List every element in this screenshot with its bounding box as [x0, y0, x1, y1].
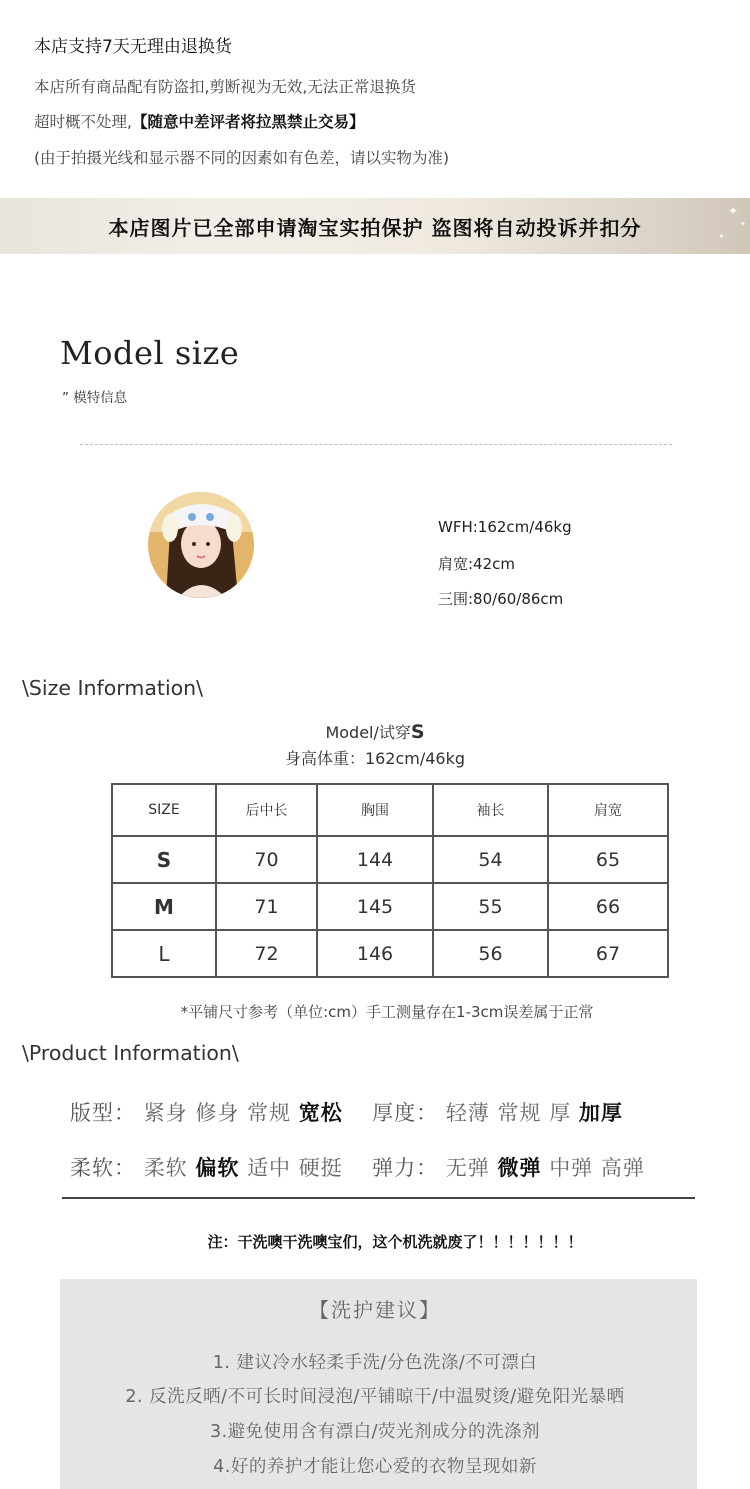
table-cell: 54 — [433, 836, 548, 883]
elasticity-option: 无弹 — [445, 1156, 490, 1180]
elasticity-option: 中弹 — [549, 1156, 594, 1180]
table-cell: 65 — [548, 836, 668, 883]
table-cell: 67 — [548, 930, 668, 977]
fit-option: 紧身 — [143, 1101, 188, 1125]
table-cell: 56 — [433, 930, 548, 977]
thickness-option: 常规 — [497, 1101, 542, 1125]
softness-option: 适中 — [247, 1156, 292, 1180]
table-cell: 145 — [317, 883, 433, 930]
model-height-weight: WFH:162cm/46kg — [438, 518, 572, 536]
model-portrait-icon — [148, 492, 254, 598]
size-table-header-cell: SIZE — [112, 784, 216, 836]
care-advice-item: 4.好的养护才能让您心爱的衣物呈现如新 — [213, 1457, 537, 1477]
size-table-header-cell: 肩宽 — [548, 784, 668, 836]
table-cell: 72 — [216, 930, 317, 977]
fit-option: 常规 — [247, 1101, 292, 1125]
elasticity-option-selected: 微弹 — [497, 1156, 542, 1180]
table-cell: 66 — [548, 883, 668, 930]
care-advice-item: 1. 建议冷水轻柔手洗/分色洗涤/不可漂白 — [212, 1353, 538, 1373]
model-fit-size-value: S — [410, 721, 425, 743]
softness-option: 硬挺 — [298, 1156, 343, 1180]
size-table-header-cell: 袖长 — [433, 784, 548, 836]
table-cell: 70 — [216, 836, 317, 883]
sparkle-icon: ✦ — [718, 232, 725, 241]
review-warning-prefix: 超时概不处理, — [34, 113, 132, 131]
model-avatar — [148, 492, 254, 598]
model-fit-body: 身高体重：162cm/46kg — [284, 749, 466, 768]
table-row — [112, 883, 668, 930]
care-advice-item: 2. 反洗反晒/不可长时间浸泡/平铺晾干/中温熨烫/避免阳光暴晒 — [125, 1387, 625, 1407]
return-policy-title: 本店支持7天无理由退换货 — [34, 37, 232, 57]
photo-protection-banner — [0, 198, 750, 254]
dry-clean-note: 注：干洗噢干洗噢宝们，这个机洗就废了！！！！！！！ — [207, 1233, 583, 1251]
size-label: S — [112, 836, 216, 883]
size-label: L — [112, 930, 216, 977]
review-warning-strong: 【随意中差评者将拉黑禁止交易】 — [131, 113, 365, 131]
sparkle-icon: ✦ — [740, 220, 746, 228]
softness-option-selected: 偏软 — [195, 1156, 240, 1180]
measurement-note: *平铺尺寸参考（单位:cm）手工测量存在1-3cm误差属于正常 — [180, 1003, 594, 1021]
size-information-heading: \Size Information\ — [22, 676, 204, 700]
thickness-label: 厚度： — [372, 1101, 439, 1125]
elasticity-option: 高弹 — [600, 1156, 645, 1180]
table-cell: 146 — [317, 930, 433, 977]
elasticity-label: 弹力： — [372, 1156, 439, 1180]
thickness-option: 厚 — [549, 1101, 572, 1125]
softness-option: 柔软 — [143, 1156, 188, 1180]
section-divider — [62, 1197, 695, 1199]
thickness-option-selected: 加厚 — [578, 1101, 623, 1125]
model-size-subtitle: ” 模特信息 — [62, 390, 128, 406]
table-row — [112, 930, 668, 977]
care-advice-title: 【洗护建议】 — [309, 1298, 441, 1322]
color-difference-note: (由于拍摄光线和显示器不同的因素如有色差，请以实物为准) — [34, 149, 450, 167]
dashed-divider — [80, 444, 672, 445]
model-measurements: 三围:80/60/86cm — [438, 590, 564, 608]
size-label: M — [112, 883, 216, 930]
table-row — [112, 836, 668, 883]
table-cell: 71 — [216, 883, 317, 930]
attribute-row-fit-thickness — [70, 1097, 623, 1127]
fit-option: 修身 — [195, 1101, 240, 1125]
model-fit-size — [0, 720, 750, 743]
banner-text: 本店图片已全部申请淘宝实拍保护 盗图将自动投诉并扣分 — [108, 215, 642, 240]
size-table-header — [112, 784, 668, 836]
sparkle-icon: ✦ — [728, 204, 739, 218]
attribute-row-softness-elasticity — [70, 1152, 645, 1182]
size-table — [111, 783, 669, 978]
table-cell: 144 — [317, 836, 433, 883]
review-warning — [34, 110, 364, 132]
care-advice-item: 3.避免使用含有漂白/荧光剂成分的洗涤剂 — [209, 1422, 541, 1442]
fit-option-selected: 宽松 — [298, 1101, 343, 1125]
model-shoulder-width: 肩宽:42cm — [438, 555, 515, 573]
size-table-header-cell: 后中长 — [216, 784, 317, 836]
fit-label: 版型： — [70, 1101, 136, 1125]
thickness-option: 轻薄 — [445, 1101, 490, 1125]
anti-theft-notice: 本店所有商品配有防盗扣,剪断视为无效,无法正常退换货 — [34, 78, 416, 96]
softness-label: 柔软： — [70, 1156, 136, 1180]
product-information-heading: \Product Information\ — [22, 1041, 239, 1065]
size-table-header-cell: 胸围 — [317, 784, 433, 836]
model-fit-prefix: Model/试穿 — [325, 723, 411, 742]
model-size-title: Model size — [60, 334, 240, 372]
table-cell: 55 — [433, 883, 548, 930]
